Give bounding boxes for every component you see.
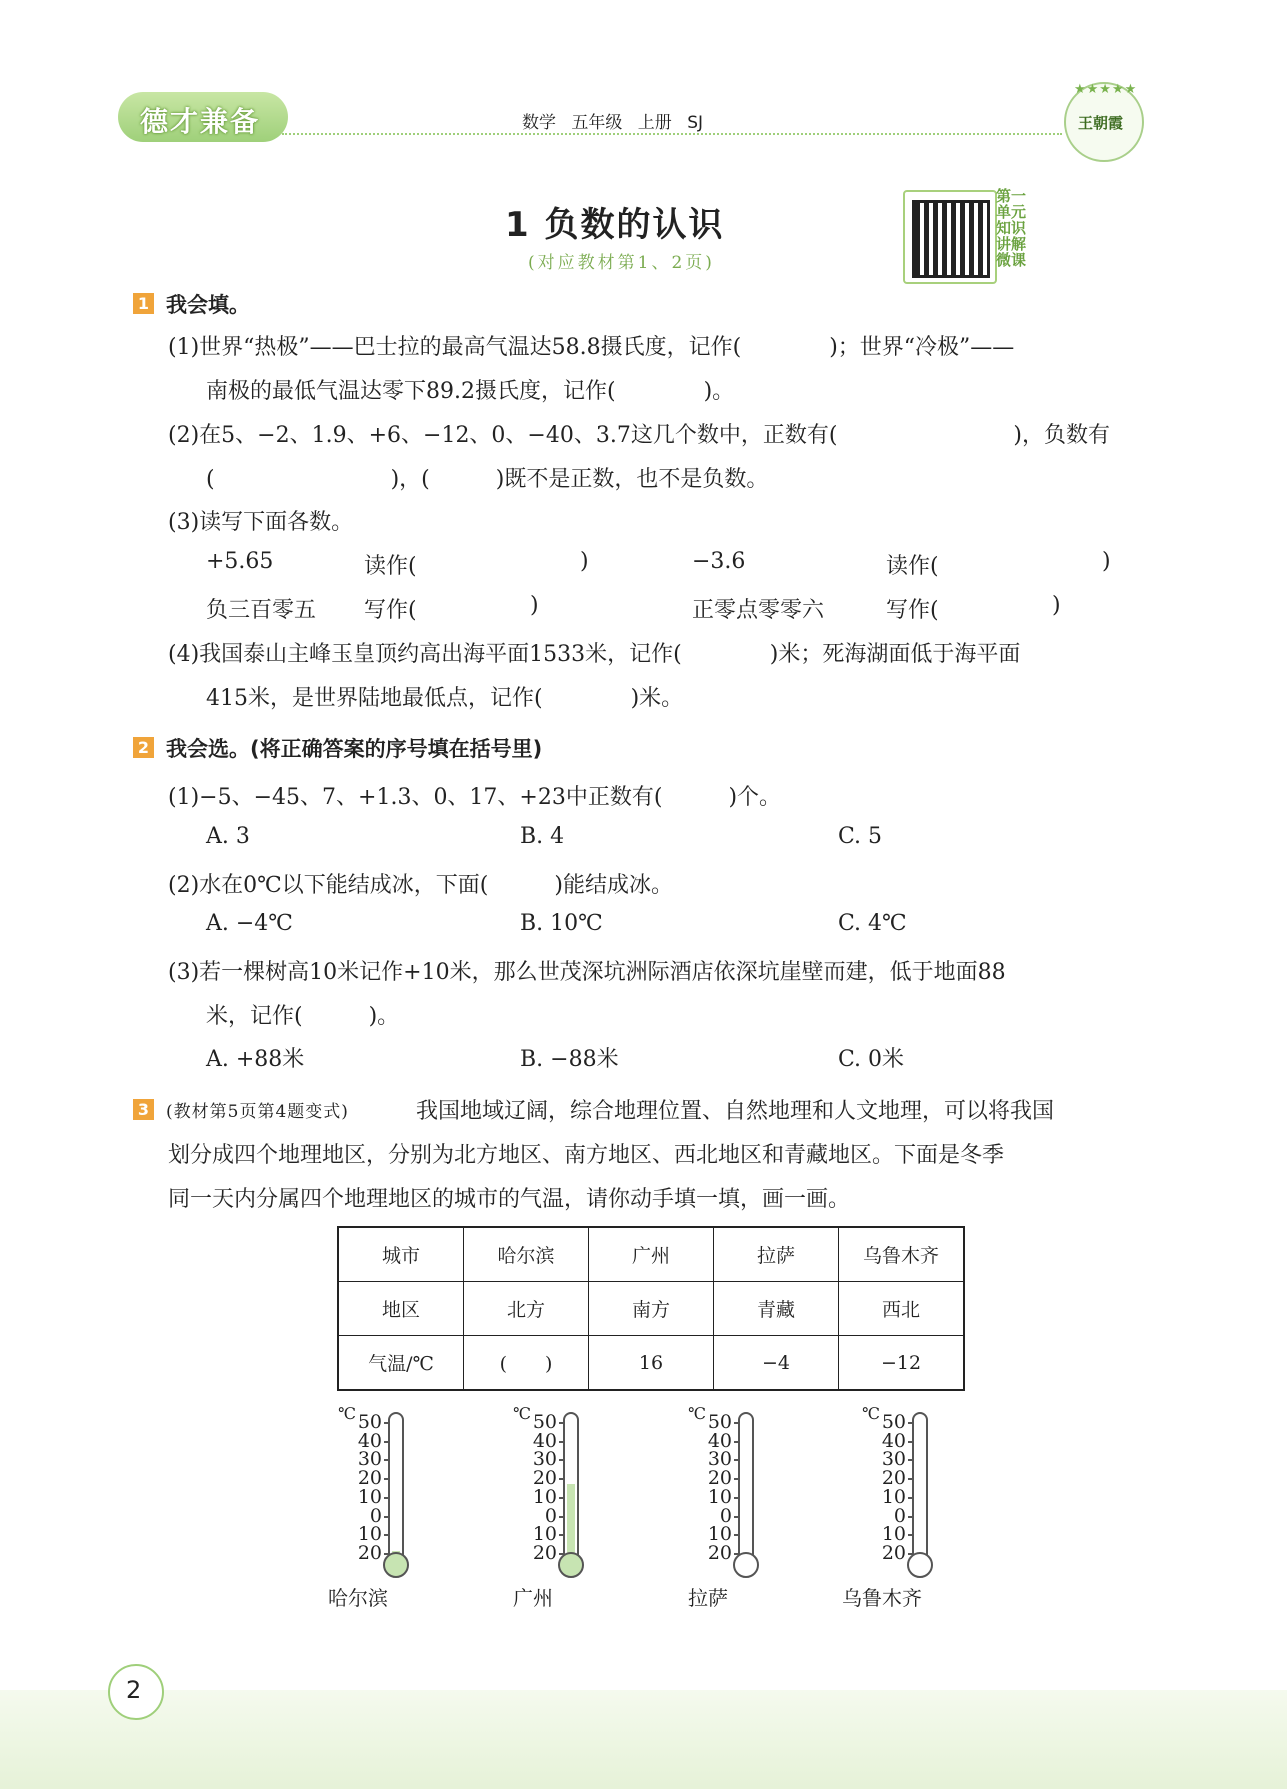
thermometer-unit: ℃	[338, 1404, 356, 1423]
answer-blank[interactable]: ( )	[464, 1336, 589, 1391]
tick-label: 30	[357, 1448, 382, 1471]
table-cell: 北方	[464, 1282, 589, 1336]
section-number: 2	[133, 737, 154, 758]
table-cell: 广州	[589, 1227, 714, 1282]
question-line: 我国地域辽阔，综合地理位置、自然地理和人文地理，可以将我国	[416, 1099, 1055, 1124]
table-cell: −4	[714, 1336, 839, 1391]
option-c: C. 5	[838, 824, 883, 849]
author-seal	[1064, 82, 1144, 162]
question-line: (1)−5、−45、7、+1.3、0、17、+23中正数有( )个。	[168, 785, 782, 810]
section-number: 3	[133, 1099, 154, 1120]
book-info: 数学 五年级 上册 SJ	[522, 113, 704, 133]
page-number: 2	[126, 1676, 142, 1704]
tick-label: 40	[707, 1429, 732, 1452]
rw-action: 写作(	[364, 598, 417, 623]
header-divider	[282, 133, 1062, 135]
seal-stars: ★★★★★	[1074, 82, 1138, 97]
brand-logo-text: 德才兼备	[140, 105, 261, 138]
thermometer-label: 乌鲁木齐	[842, 1586, 922, 1610]
footer-band	[0, 1690, 1287, 1789]
table-cell: 拉萨	[714, 1227, 839, 1282]
option-c: C. 0米	[838, 1047, 905, 1072]
option-a: A. +88米	[206, 1047, 305, 1072]
section-title: 我会选。(将正确答案的序号填在括号里)	[166, 737, 543, 761]
rw-close: )	[1102, 549, 1111, 574]
tick-label: 30	[532, 1448, 557, 1471]
tick-label: 20	[532, 1467, 557, 1490]
option-a: A. −4℃	[206, 911, 293, 936]
tick-label: 20	[532, 1541, 557, 1564]
tick-label: 0	[544, 1504, 557, 1527]
tick-label: 10	[532, 1523, 557, 1546]
table-cell: −12	[839, 1336, 965, 1391]
thermometer-bulb	[907, 1552, 933, 1578]
table-row	[338, 1227, 964, 1282]
source-note: (教材第5页第4题变式)	[166, 1102, 349, 1122]
tick-label: 20	[707, 1541, 732, 1564]
section-number: 1	[133, 293, 154, 314]
tick-label: 20	[707, 1467, 732, 1490]
thermometer-tube	[563, 1412, 579, 1562]
thermometer-bulb	[733, 1552, 759, 1578]
question-line: 米，记作( )。	[206, 1004, 400, 1029]
temperature-table	[337, 1226, 965, 1391]
question-line: (3)读写下面各数。	[168, 510, 354, 535]
table-cell: 地区	[338, 1282, 464, 1336]
rw-item: 正零点零零六	[692, 598, 825, 623]
tick-label: 50	[357, 1411, 382, 1433]
tick-label: 40	[357, 1429, 382, 1452]
option-b: B. −88米	[520, 1047, 619, 1072]
table-cell: 南方	[589, 1282, 714, 1336]
thermometer-tube	[912, 1412, 928, 1562]
question-line: (2)在5、−2、1.9、+6、−12、0、−40、3.7这几个数中，正数有( )，负数有	[168, 423, 1111, 448]
qr-caption: 第一单元 知识讲解微课	[996, 187, 1027, 269]
thermometer-bulb	[558, 1552, 584, 1578]
tick-label: 0	[719, 1504, 732, 1527]
thermometer-label: 广州	[513, 1586, 553, 1610]
option-b: B. 10℃	[520, 911, 603, 936]
question-line: 南极的最低气温达零下89.2摄氏度，记作( )。	[206, 379, 735, 404]
question-line: (2)水在0℃以下能结成冰，下面( )能结成冰。	[168, 873, 673, 898]
rw-item: −3.6	[692, 549, 746, 574]
table-cell: 青藏	[714, 1282, 839, 1336]
rw-action: 读作(	[364, 554, 417, 579]
table-cell: 城市	[338, 1227, 464, 1282]
table-cell: 西北	[839, 1282, 965, 1336]
tick-label: 20	[881, 1467, 906, 1490]
page-number-badge	[108, 1664, 164, 1720]
rw-close: )	[580, 549, 589, 574]
tick-label: 40	[881, 1429, 906, 1452]
thermometer-tube	[738, 1412, 754, 1562]
tick-label: 30	[707, 1448, 732, 1471]
question-line: (1)世界“热极”——巴士拉的最高气温达58.8摄氏度，记作( )；世界“冷极”——	[168, 335, 1015, 360]
rw-close: )	[530, 593, 539, 618]
thermometer-unit: ℃	[513, 1404, 531, 1423]
tick-label: 0	[369, 1504, 382, 1527]
mercury-fill	[567, 1484, 575, 1560]
thermometer-tube	[388, 1412, 404, 1562]
thermometer-unit: ℃	[862, 1404, 880, 1423]
tick-label: 10	[881, 1485, 906, 1508]
rw-close: )	[1052, 593, 1061, 618]
tick-label: 10	[881, 1523, 906, 1546]
tick-label: 0	[893, 1504, 906, 1527]
tick-label: 10	[707, 1485, 732, 1508]
thermometer-label: 哈尔滨	[328, 1586, 388, 1610]
option-a: A. 3	[206, 824, 250, 849]
option-b: B. 4	[520, 824, 565, 849]
tick-label: 20	[357, 1541, 382, 1564]
tick-label: 20	[881, 1541, 906, 1564]
thermometer-unit: ℃	[688, 1404, 706, 1423]
question-line: 划分成四个地理地区，分别为北方地区、南方地区、西北地区和青藏地区。下面是冬季	[168, 1143, 1005, 1168]
tick-label: 30	[881, 1448, 906, 1471]
question-line: ( )，( )既不是正数，也不是负数。	[206, 467, 769, 492]
seal-name: 王朝霞	[1078, 114, 1124, 132]
tick-label: 50	[707, 1411, 732, 1433]
table-cell: 哈尔滨	[464, 1227, 589, 1282]
section-title: 我会填。	[166, 293, 250, 317]
tick-label: 50	[881, 1411, 906, 1433]
tick-label: 10	[532, 1485, 557, 1508]
thermometer-label: 拉萨	[688, 1586, 728, 1610]
tick-label: 10	[357, 1485, 382, 1508]
tick-label: 10	[707, 1523, 732, 1546]
question-line: 同一天内分属四个地理地区的城市的气温，请你动手填一填，画一画。	[168, 1187, 851, 1212]
brand-logo	[118, 92, 288, 142]
tick-label: 40	[532, 1429, 557, 1452]
tick-label: 10	[357, 1523, 382, 1546]
table-row	[338, 1336, 964, 1391]
option-c: C. 4℃	[838, 911, 907, 936]
rw-item: +5.65	[206, 549, 274, 574]
page-title: 1 负数的认识	[505, 205, 725, 245]
question-line: 415米，是世界陆地最低点，记作( )米。	[206, 686, 684, 711]
thermometer-bulb	[383, 1552, 409, 1578]
table-row	[338, 1282, 964, 1336]
qr-code-icon[interactable]	[912, 200, 990, 278]
question-line: (4)我国泰山主峰玉皇顶约高出海平面1533米，记作( )米；死海湖面低于海平面	[168, 642, 1021, 667]
question-line: (3)若一棵树高10米记作+10米，那么世茂深坑洲际酒店依深坑崖壁而建，低于地面88	[168, 960, 1006, 985]
table-cell: 气温/℃	[338, 1336, 464, 1391]
tick-label: 20	[357, 1467, 382, 1490]
rw-item: 负三百零五	[206, 598, 317, 623]
tick-label: 50	[532, 1411, 557, 1433]
table-cell: 乌鲁木齐	[839, 1227, 965, 1282]
table-cell: 16	[589, 1336, 714, 1391]
rw-action: 写作(	[886, 598, 939, 623]
rw-action: 读作(	[886, 554, 939, 579]
page-subtitle: (对应教材第1、2页)	[528, 253, 715, 273]
